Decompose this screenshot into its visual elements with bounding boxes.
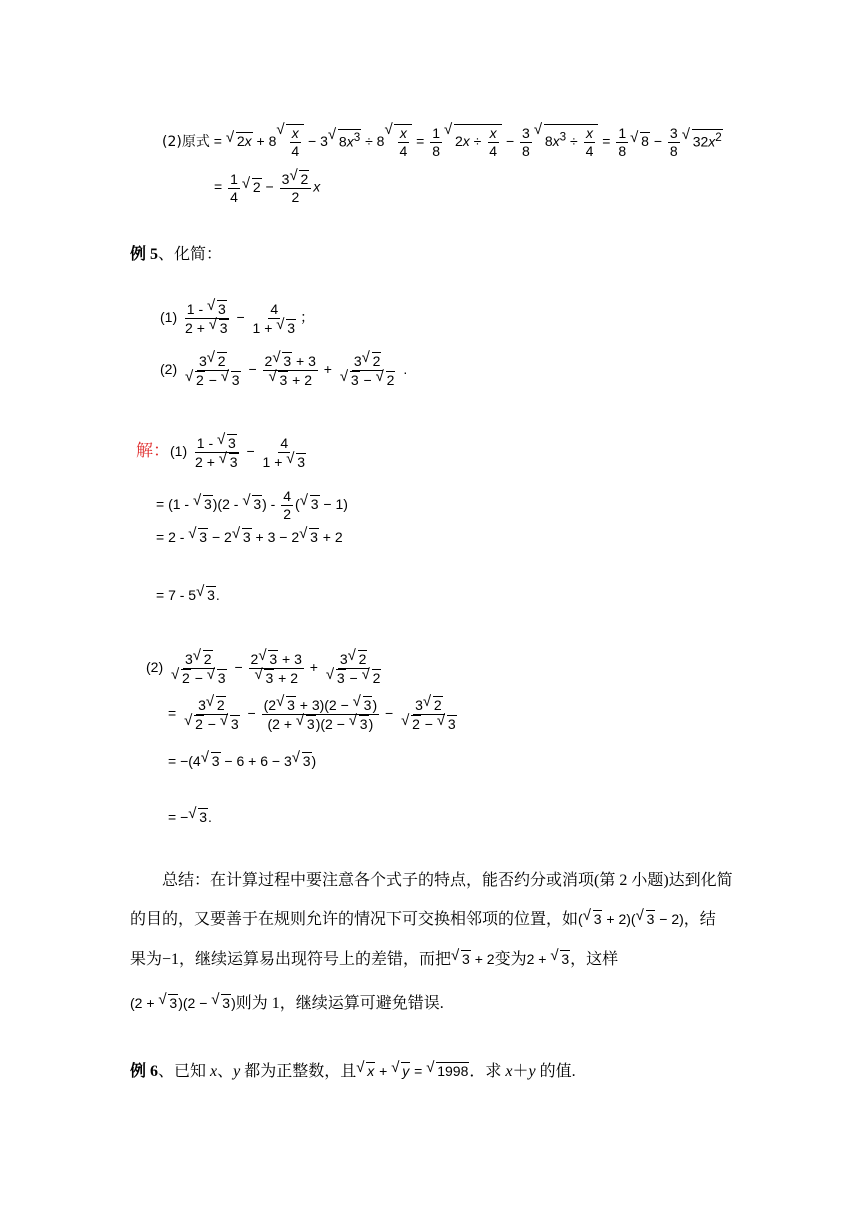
solution-2-line4: = −√ 3. bbox=[168, 806, 212, 828]
ex4-part2-line2: = $\frac{1}{4}$ √ 2 − $\frac{3√ 2}{2}$ x bbox=[214, 170, 320, 206]
summary-line-3: 果为−1，继续运算易出现符号上的差错，而把√ 3 + 2变为2 + √ 3，这样 bbox=[130, 948, 618, 971]
ex5-problem-1: (1) $\frac{1 - √ 3}{2 + √ 3}$ − $\frac{4}{1 + √ 3}$ ； bbox=[160, 300, 314, 337]
example-5-label: 例 5 bbox=[130, 246, 159, 263]
ex4-part2-line1: (2)原式 = √ 2x + 8 √ $\frac{x}{4}$ − 3√ $8x^3 \div 8$ √ $\frac{x}{4}$ = $\frac{1}{8}$ √ 2x ÷ $\frac{x}{4}$ − $\frac{3}{8}$ √ $8x^3$ ÷ $\frac{x}{4}$ = $\frac{1}{8}$ √ 8 − $\frac{3}{8}$ √ $32x^2$ bbox=[162, 124, 723, 160]
summary-line-4: (2 + √ 3)(2 − √ 3)则为 1，继续运算可避免错误. bbox=[130, 992, 444, 1015]
summary-line-1: 总结：在计算过程中要注意各个式子的特点，能否约分或消项(第 2 小题)达到化简 bbox=[162, 872, 733, 889]
solution-2-line2: = 3√ 2 √ 2 − √ 3 − $\frac{(2√ 3 + 3)(2 - √ 3)}{(2 + √ 3)(2 - √ 3)}$ − 3√ 2 √ 2 − √ 3 bbox=[168, 696, 461, 733]
sqrt-expression: √ 2x bbox=[236, 132, 253, 149]
ex4-part2-prefix: (2)原式 bbox=[162, 134, 210, 151]
solution-1-line3: = 2 - √ 3 − 2√ 3 + 3 − 2√ 3 + 2 bbox=[156, 526, 343, 548]
solution-2-line1: (2) 3√ 2 √ 2 − √ 3 − 2√ 3 + 3 √ 3 + 2 + 3√ 2 √ 3 − √ 2 bbox=[146, 650, 385, 687]
solution-1-line4: = 7 - 5√ 3. bbox=[156, 584, 220, 606]
example-6-label: 例 6 bbox=[130, 1063, 159, 1080]
ex5-problem-2: (2) 3√ 2 √ 2 − √ 3 − 2√ 3 + 3 √ 3 + 2 + 3√ 2 √ 3 − √ 2 . bbox=[160, 352, 407, 389]
solution-1-line2: = (1 - √ 3)(2 - √ 3) - $\frac{4}{2}$ (√ 3 − 1) bbox=[156, 488, 348, 523]
summary-line-2: 的目的，又要善于在规则允许的情况下可交换相邻项的位置，如(√ 3 + 2)(√ 3 − 2)，结 bbox=[130, 908, 716, 931]
example-6: 例 6、已知 x、y 都为正整数，且√ x + √ y = √ 1998．求 x＋y 的值. bbox=[130, 1060, 576, 1083]
solution-1-line1: 解：(1) $\frac{1 - √ 3}{2 + √ 3}$ − $\frac{4}{1 + √ 3}$ bbox=[136, 434, 310, 471]
example-5-heading: 例 5、化简： bbox=[130, 246, 223, 263]
solution-2-line3: = −(4√ 3 − 6 + 6 − 3√ 3) bbox=[168, 750, 316, 772]
solution-label: 解： bbox=[136, 441, 170, 462]
